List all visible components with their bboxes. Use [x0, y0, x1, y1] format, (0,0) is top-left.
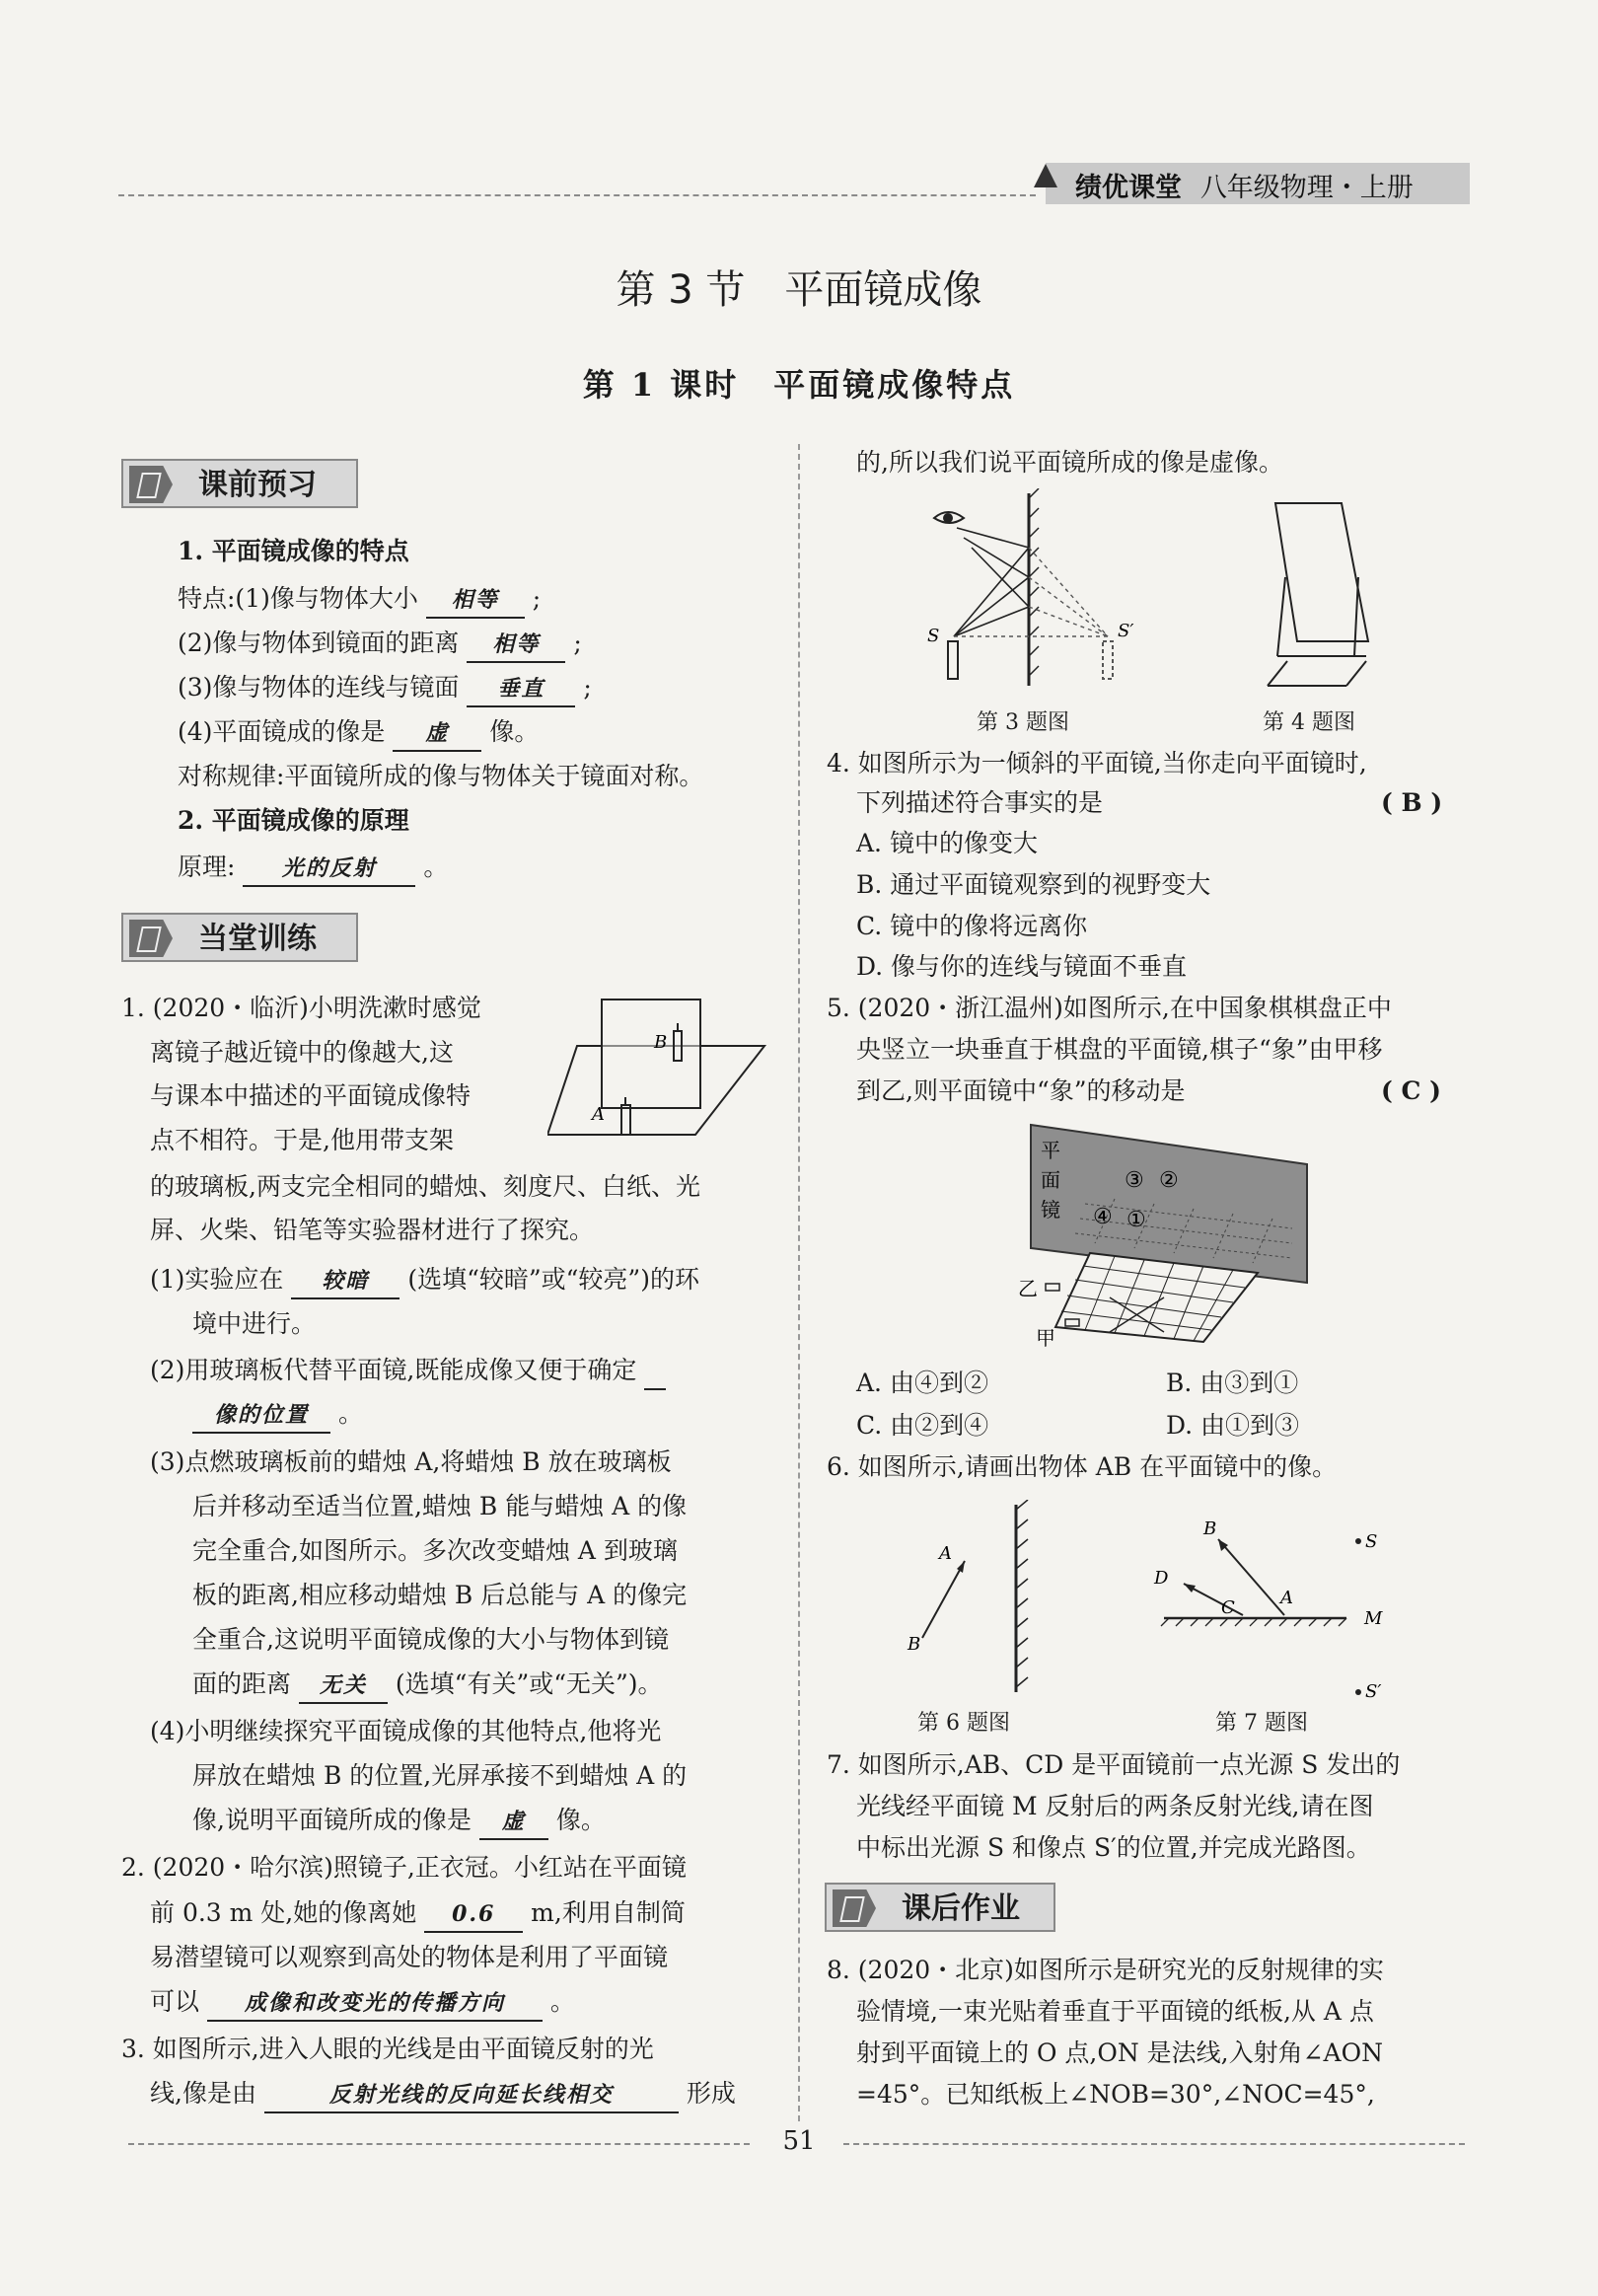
q3-label-s: S — [927, 626, 940, 646]
q1-line-5: 的玻璃板,两支完全相同的蜡烛、刻度尺、白纸、光 — [150, 1172, 700, 1201]
q8-line-3: 射到平面镜上的 O 点,ON 是法线,入射角∠AON — [856, 2038, 1383, 2067]
q7-label-m: M — [1364, 1608, 1383, 1629]
q5-figure — [1016, 1120, 1312, 1352]
q5-mirror-char: 平 — [1041, 1139, 1060, 1162]
header-title — [1075, 166, 1414, 204]
q1-sub3-line-4: 板的距离,相应移动蜡烛 B 后总能与 A 的像完 — [192, 1581, 688, 1609]
q8-line-1: 8. (2020・北京)如图所示是研究光的反射规律的实 — [827, 1956, 1384, 1984]
q1-sub3-line-3: 完全重合,如图所示。多次改变蜡烛 A 到玻璃 — [192, 1536, 678, 1565]
q1-candle-a — [621, 1105, 630, 1135]
q3-continued: 的,所以我们说平面镜所成的像是虚像。 — [856, 448, 1283, 477]
q7-line-1: 7. 如图所示,AB、CD 是平面镜前一点光源 S 发出的 — [827, 1750, 1401, 1779]
q2-line-2: 前 0.3 m 处,她的像离她 0.6 m,利用自制简 — [150, 1896, 686, 1933]
q7-label-s: S — [1365, 1531, 1378, 1552]
q5-line-3: 到乙,则平面镜中“象”的移动是 — [856, 1076, 1186, 1105]
answer-blank: 成像和改变光的传播方向 — [207, 1986, 543, 2022]
q4-answer: ( B ) — [1381, 788, 1443, 817]
answer-blank: 光的反射 — [243, 852, 415, 887]
q6-label-a: A — [939, 1543, 952, 1564]
answer-blank: 反射光线的反向延长线相交 — [264, 2078, 679, 2113]
q6-figure — [888, 1500, 1055, 1697]
q7-caption: 第 7 题图 — [1215, 1711, 1308, 1736]
q5-option-c: C. 由②到④ — [856, 1411, 989, 1440]
q5-line-2: 央竖立一块垂直于棋盘的平面镜,棋子“象”由甲移 — [856, 1035, 1383, 1064]
section-title: 第 3 节 平面镜成像 — [616, 267, 982, 313]
q1-line-3: 与课本中描述的平面镜成像特 — [150, 1081, 472, 1110]
q5-option-b: B. 由③到① — [1166, 1369, 1299, 1397]
q4-tilted-mirror — [1275, 503, 1368, 641]
q7-figure — [1144, 1505, 1401, 1702]
q2-line-3: 易潜望镜可以观察到高处的物体是利用了平面镜 — [150, 1943, 669, 1971]
q6-line-1: 6. 如图所示,请画出物体 AB 在平面镜中的像。 — [827, 1452, 1338, 1481]
q5-piece-yi — [1046, 1284, 1059, 1291]
q1-line-6: 屏、火柴、铅笔等实验器材进行了探究。 — [150, 1216, 595, 1244]
preview-tag: 课前预习 — [121, 459, 358, 508]
answer-blank: 相等 — [426, 583, 525, 619]
pencil-note-icon — [129, 920, 173, 957]
q4-option-d: D. 像与你的连线与镜面不垂直 — [856, 952, 1188, 981]
answer-blank: 0.6 — [424, 1897, 523, 1933]
q7-label-a: A — [1280, 1588, 1293, 1608]
preview-heading-1: 1. 平面镜成像的特点 — [178, 537, 409, 565]
q1-sub3-line-6: 面的距离 无关 (选填“有关”或“无关”)。 — [192, 1667, 663, 1704]
q7-label-d: D — [1154, 1568, 1169, 1589]
q3-caption: 第 3 题图 — [977, 710, 1069, 735]
practice-tag: 当堂训练 — [121, 913, 358, 962]
preview-symmetry: 对称规律:平面镜所成的像与物体关于镜面对称。 — [178, 762, 704, 790]
header-triangle — [1034, 164, 1057, 187]
q8-line-4: =45°。已知纸板上∠NOB=30°,∠NOC=45°, — [856, 2080, 1375, 2109]
q8-line-2: 验情境,一束光贴着垂直于平面镜的纸板,从 A 点 — [856, 1997, 1374, 2026]
q7-line-3: 中标出光源 S 和像点 S′的位置,并完成光路图。 — [856, 1833, 1371, 1862]
q1-line-2: 离镜子越近镜中的像越大,这 — [150, 1038, 454, 1067]
q5-option-a: A. 由④到② — [856, 1369, 988, 1397]
answer-blank: 较暗 — [291, 1264, 400, 1299]
header-course: 八年级物理・上册 — [1199, 173, 1414, 203]
q1-glass-plate — [602, 1000, 700, 1108]
q1-sub4-line-2: 屏放在蜡烛 B 的位置,光屏承接不到蜡烛 A 的 — [192, 1761, 688, 1790]
answer-blank: 相等 — [467, 628, 565, 663]
q1-sub1-line-2: 境中进行。 — [192, 1309, 317, 1338]
q1-sub1: (1)实验应在 较暗 (选填“较暗”或“较亮”)的环 — [150, 1263, 699, 1299]
homework-tag: 课后作业 — [825, 1883, 1055, 1932]
q5-mark-1: ① — [1126, 1208, 1146, 1232]
q1-line-4: 点不相符。于是,他用带支架 — [150, 1126, 454, 1154]
column-divider — [798, 444, 800, 2121]
preview-heading-2: 2. 平面镜成像的原理 — [178, 806, 409, 835]
q3-line-2: 线,像是由 反射光线的反向延长线相交 形成 — [150, 2077, 736, 2113]
q2-line-4: 可以 成像和改变光的传播方向 。 — [150, 1985, 575, 2022]
q5-label-jia: 甲 — [1036, 1326, 1055, 1350]
q6-object-arrow — [922, 1561, 965, 1638]
pencil-note-icon — [833, 1889, 876, 1927]
q1-line-1: 1. (2020・临沂)小明洗漱时感觉 — [121, 994, 481, 1022]
q4-option-a: A. 镜中的像变大 — [856, 829, 1038, 857]
q1-sub3-line-2: 后并移动至适当位置,蜡烛 B 能与蜡烛 A 的像 — [192, 1492, 688, 1520]
q7-label-s-prime: S′ — [1365, 1681, 1382, 1702]
q6-label-b: B — [908, 1634, 921, 1655]
lesson-title: 第 1 课时 平面镜成像特点 — [582, 366, 1016, 404]
q1-sub4-line-3: 像,说明平面镜所成的像是 虚 像。 — [192, 1804, 606, 1840]
preview-line-3: (3)像与物体的连线与镜面 垂直 ; — [178, 671, 592, 707]
q5-mark-4: ④ — [1093, 1205, 1113, 1229]
q5-label-yi: 乙 — [1018, 1277, 1038, 1300]
q7-line-2: 光线经平面镜 M 反射后的两条反射光线,请在图 — [856, 1792, 1374, 1820]
q5-line-1: 5. (2020・浙江温州)如图所示,在中国象棋棋盘正中 — [827, 994, 1392, 1022]
q3-label-s-prime: S′ — [1118, 621, 1134, 641]
q4-line-1: 4. 如图所示为一倾斜的平面镜,当你走向平面镜时, — [827, 749, 1367, 778]
preview-line-1: 特点:(1)像与物体大小 相等 ; — [178, 582, 541, 619]
q5-mirror-panel — [1031, 1125, 1307, 1283]
pencil-note-icon — [129, 466, 173, 503]
q4-caption: 第 4 题图 — [1263, 710, 1355, 735]
answer-blank: 虚 — [393, 716, 481, 752]
q5-mirror-char: 面 — [1041, 1168, 1060, 1192]
q2-line-1: 2. (2020・哈尔滨)照镜子,正衣冠。小红站在平面镜 — [121, 1853, 687, 1882]
q6-caption: 第 6 题图 — [917, 1711, 1010, 1736]
q1-sub3-line-1: (3)点燃玻璃板前的蜡烛 A,将蜡烛 B 放在玻璃板 — [150, 1447, 672, 1476]
q5-mark-3: ③ — [1125, 1168, 1144, 1193]
q3-line-1: 3. 如图所示,进入人眼的光线是由平面镜反射的光 — [121, 2035, 654, 2063]
q5-answer: ( C ) — [1381, 1076, 1441, 1105]
q1-label-a: A — [592, 1104, 605, 1125]
q5-mirror-char: 镜 — [1041, 1198, 1060, 1222]
answer-blank: 像的位置 — [192, 1398, 330, 1434]
q4-figure — [1258, 498, 1386, 696]
q4-option-c: C. 镜中的像将远离你 — [856, 912, 1088, 940]
q4-line-2: 下列描述符合事实的是 — [856, 788, 1104, 817]
q1-sub2-line-2: 像的位置 。 — [192, 1397, 363, 1434]
q1-label-b: B — [654, 1032, 668, 1053]
q3-figure — [912, 488, 1149, 696]
q7-label-c: C — [1221, 1597, 1235, 1618]
q1-sub4-line-1: (4)小明继续探究平面镜成像的其他特点,他将光 — [150, 1717, 662, 1745]
q1-figure — [547, 992, 769, 1140]
q7-label-b: B — [1203, 1518, 1217, 1539]
header-brand: 绩优课堂 — [1075, 173, 1182, 203]
page-number: 51 — [782, 2126, 816, 2156]
q1-sub3-line-5: 全重合,这说明平面镜成像的大小与物体到镜 — [192, 1625, 669, 1654]
q5-option-d: D. 由①到③ — [1166, 1411, 1300, 1440]
preview-line-2: (2)像与物体到镜面的距离 相等 ; — [178, 627, 582, 663]
answer-blank: 无关 — [299, 1668, 388, 1704]
answer-blank: 垂直 — [467, 672, 575, 707]
q1-sub2: (2)用玻璃板代替平面镜,既能成像又便于确定 — [150, 1354, 666, 1390]
q5-mark-2: ② — [1159, 1168, 1179, 1193]
header-rule — [118, 194, 1036, 196]
answer-blank: 虚 — [479, 1805, 548, 1840]
q4-option-b: B. 通过平面镜观察到的视野变大 — [856, 870, 1211, 899]
q3-candle — [948, 641, 958, 679]
preview-principle: 原理: 光的反射 。 — [178, 851, 448, 887]
preview-line-4: (4)平面镜成的像是 虚 像。 — [178, 715, 539, 752]
